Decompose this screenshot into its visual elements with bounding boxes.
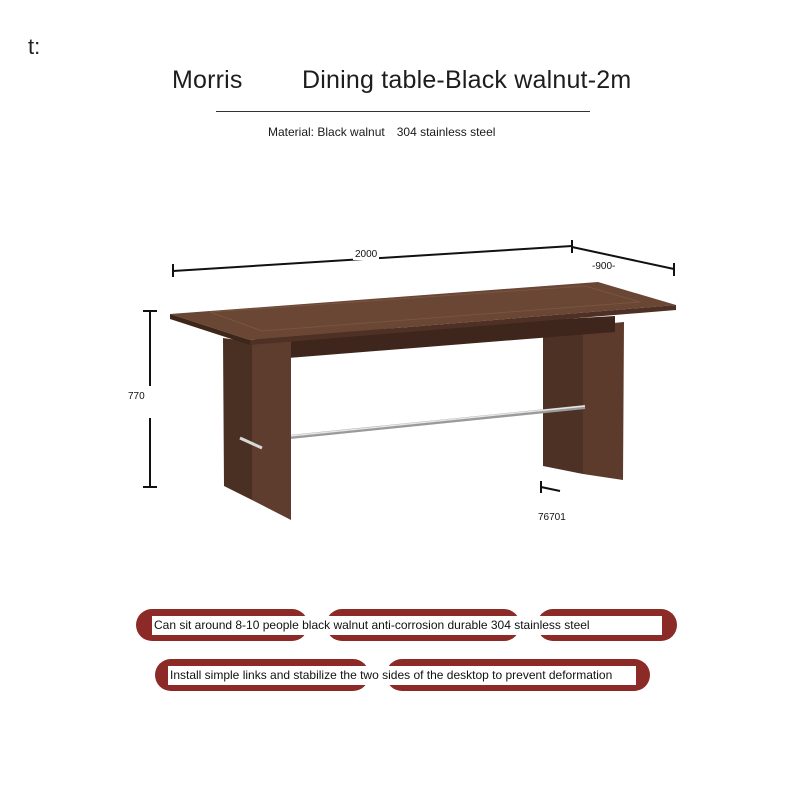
table-leg-left [223,338,291,520]
table-leg-right [543,322,624,480]
brand-name: Morris [172,66,243,94]
feature-text-1: Can sit around 8-10 people black walnut anti-corrosion durable 304 stainless steel [152,616,662,635]
height-label: 770 [128,391,145,402]
feature-text-2: Install simple links and stabilize the two sides of the desktop to prevent deformation [168,666,636,685]
steel-stretcher [290,406,585,437]
material-steel: 304 stainless steel [396,125,496,139]
leg-spacing-label: 76701 [538,512,566,523]
material-label: Material: Black walnut [268,125,385,139]
corner-mark: t: [28,34,41,59]
depth-dimension-line [572,247,674,276]
product-title: Dining table-Black walnut-2m [302,66,632,94]
leg-spacing-dimension-line [541,481,560,493]
length-label: 2000 [355,249,378,260]
depth-label: -900- [592,261,616,272]
